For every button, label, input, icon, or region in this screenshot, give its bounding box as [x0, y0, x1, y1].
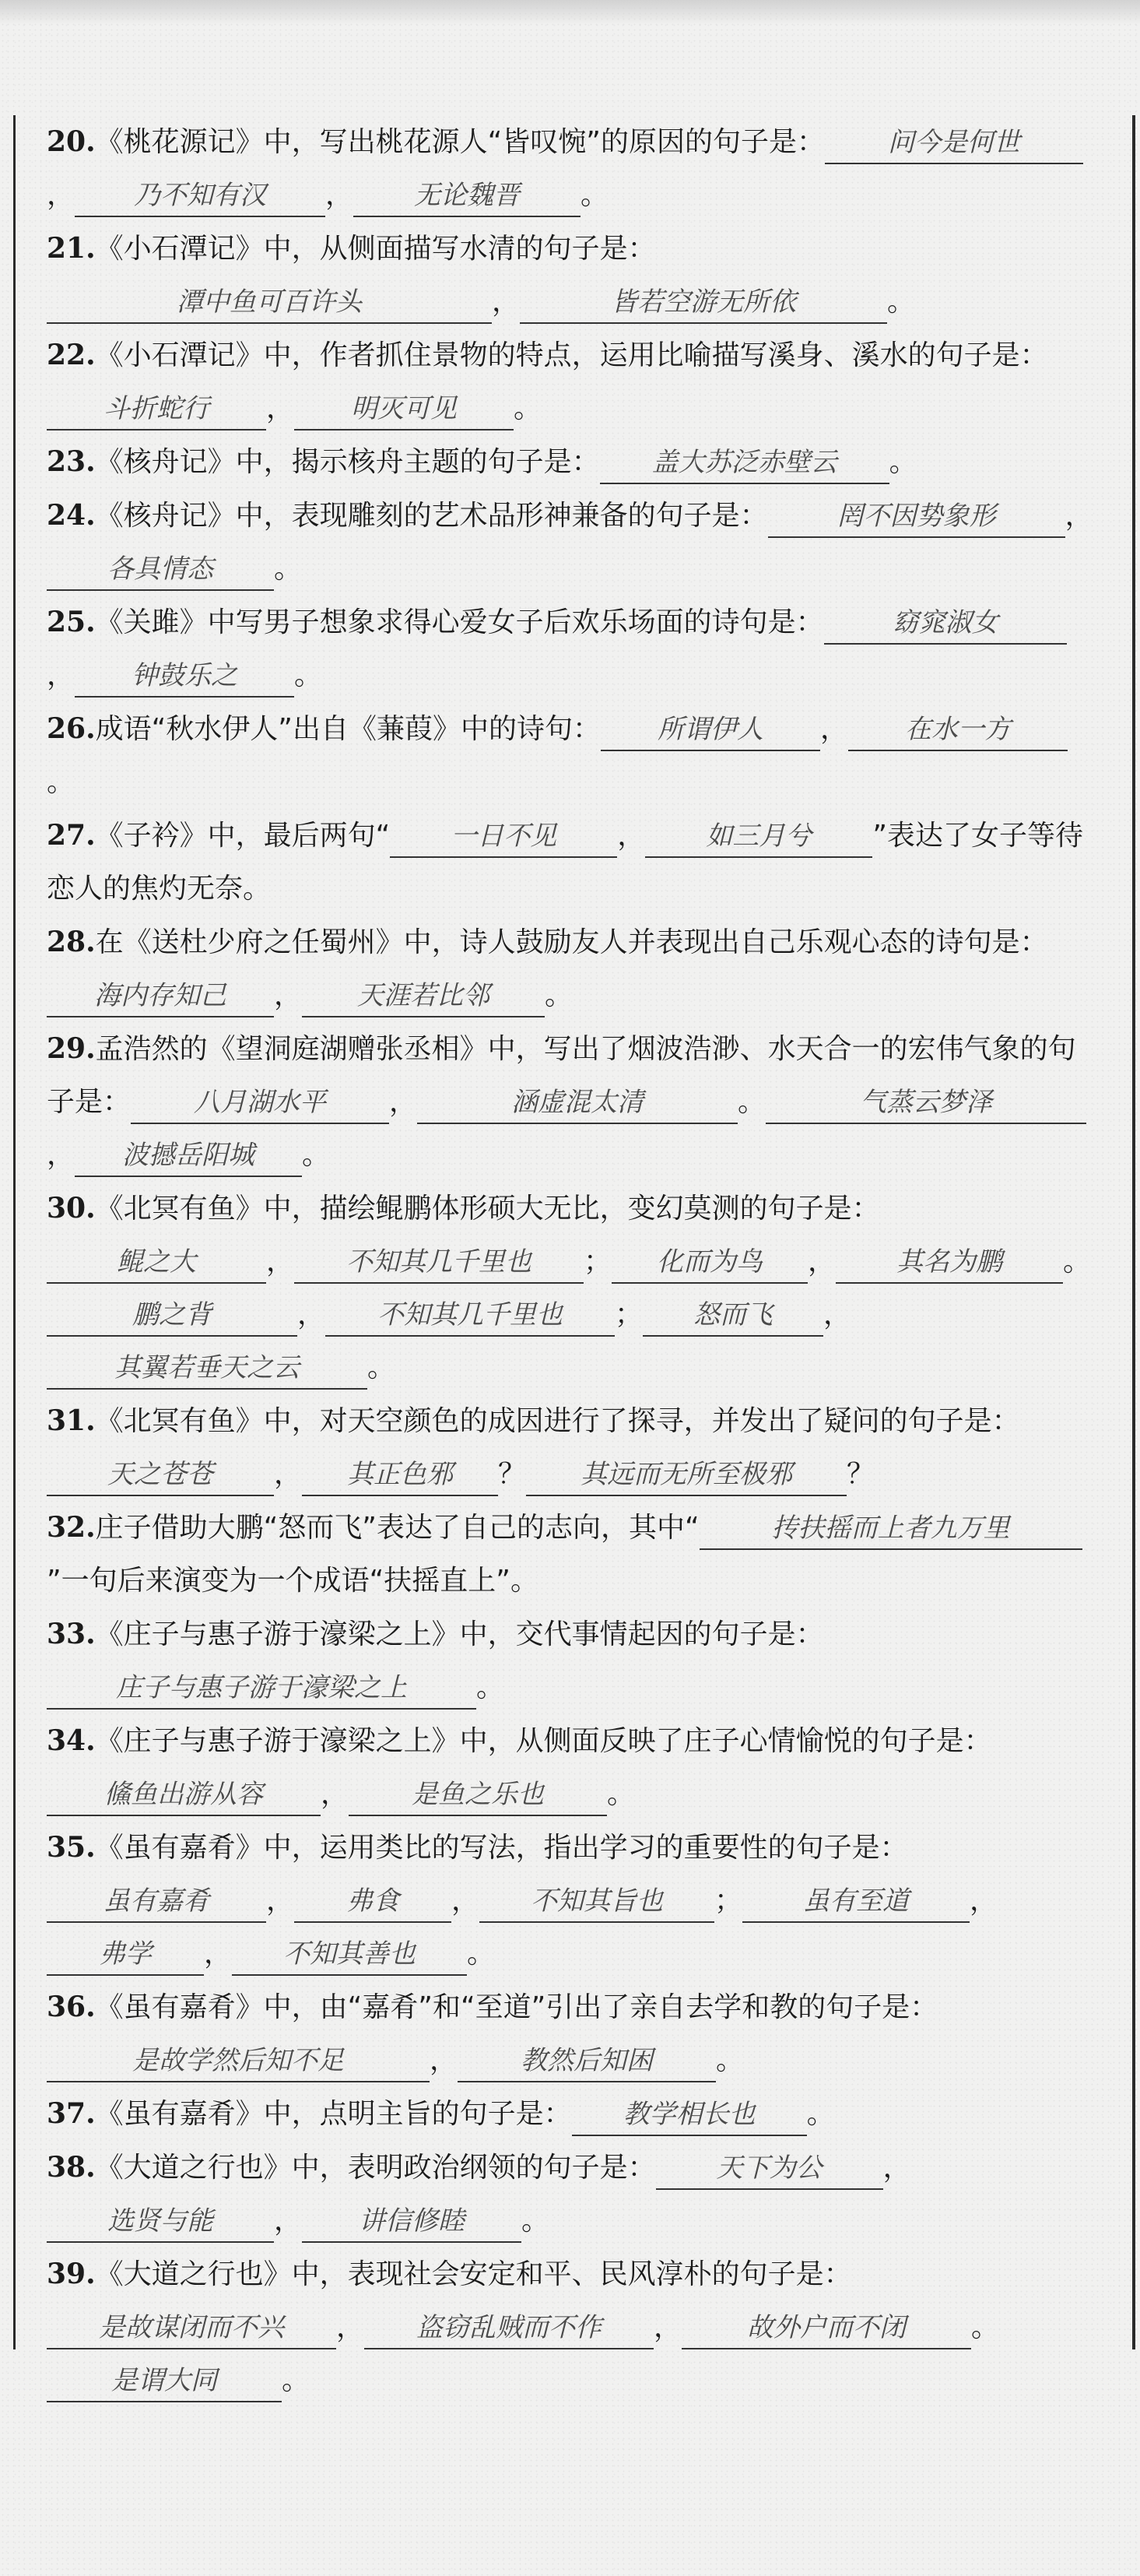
question-number: 34. — [47, 1724, 96, 1757]
question-text: ， — [823, 1299, 852, 1330]
question-text: 。 — [738, 1086, 766, 1118]
question-text: ， — [325, 179, 354, 211]
question-text: ， — [274, 979, 303, 1011]
question-text: 。 — [716, 2044, 745, 2076]
question-text: 《关雎》中写男子想象求得心爱女子后欢乐场面的诗句是： — [95, 606, 824, 638]
question-text: 。 — [887, 286, 916, 318]
answer-blank[interactable]: 其名为鹏 — [836, 1242, 1063, 1284]
question-text: ， — [266, 1885, 295, 1917]
question-number: 36. — [47, 1991, 96, 2023]
question-text: ， — [336, 2311, 365, 2343]
question-text: 《虽有嘉肴》中，点明主旨的句子是： — [95, 2098, 572, 2130]
question-number: 29. — [47, 1032, 96, 1065]
question-item — [47, 1182, 1093, 1394]
answer-blank[interactable]: 明灭可见 — [294, 388, 514, 431]
question-item — [47, 222, 1093, 329]
question-item — [47, 2087, 1093, 2141]
question-text: 。 — [514, 392, 542, 424]
question-text: 庄子借助大鹏“怒而飞”表达了自己的志向，其中“ — [95, 1512, 700, 1544]
answer-blank[interactable]: 不知其旨也 — [479, 1881, 714, 1923]
question-text: ， — [654, 2311, 682, 2343]
scan-shadow — [0, 0, 1140, 25]
question-item — [47, 596, 1093, 702]
question-text: 《虽有嘉肴》中，由“嘉肴”和“至道”引出了亲自去学和教的句子是： — [95, 1991, 938, 2023]
question-item — [47, 2247, 1093, 2407]
answer-blank[interactable]: 鹏之背 — [47, 1295, 297, 1337]
question-text: ， — [266, 1246, 295, 1277]
question-number: 28. — [47, 926, 96, 958]
question-list — [47, 115, 1093, 2407]
question-item — [47, 702, 1093, 809]
question-text: 。 — [521, 2205, 550, 2237]
question-text: 《核舟记》中，揭示核舟主题的句子是： — [95, 446, 600, 478]
question-text: ”表达了女子等待恋人的焦灼无奈。 — [47, 820, 1083, 905]
question-number: 24. — [47, 499, 96, 532]
question-text: 。 — [971, 2311, 1000, 2343]
question-text: 。 — [607, 1778, 636, 1810]
answer-blank[interactable]: 不知其善也 — [232, 1934, 467, 1976]
answer-blank[interactable]: 盗窃乱贼而不作 — [364, 2307, 654, 2349]
question-text: 。 — [282, 2364, 310, 2396]
question-text: 。 — [545, 979, 574, 1011]
answer-blank[interactable]: 抟扶摇而上者九万里 — [700, 1508, 1082, 1550]
question-text: 。 — [476, 1671, 505, 1703]
answer-blank[interactable]: 如三月兮 — [645, 816, 872, 858]
question-number: 26. — [47, 712, 96, 745]
question-number: 31. — [47, 1404, 96, 1437]
question-text: ， — [882, 2152, 911, 2184]
question-text: 。 — [806, 2098, 835, 2130]
question-text: 《庄子与惠子游于濠梁之上》中，从侧面反映了庄子心情愉悦的句子是： — [95, 1725, 992, 1757]
left-margin-rule — [13, 115, 16, 2349]
answer-blank[interactable]: 八月湖水平 — [131, 1082, 389, 1124]
question-text: ， — [492, 286, 521, 318]
question-number: 38. — [47, 2151, 96, 2184]
question-text: ； — [615, 1299, 644, 1330]
answer-blank[interactable]: 其正色邪 — [302, 1454, 498, 1496]
question-text: ； — [584, 1246, 612, 1277]
answer-blank[interactable]: 庄子与惠子游于濠梁之上 — [47, 1668, 476, 1710]
question-item — [47, 809, 1093, 915]
answer-blank[interactable]: 弗学 — [47, 1934, 204, 1976]
answer-blank[interactable]: 斗折蛇行 — [47, 388, 266, 431]
question-number: 23. — [47, 445, 96, 478]
answer-blank[interactable]: 天涯若比邻 — [302, 975, 545, 1017]
question-item — [47, 435, 1093, 489]
question-text: 在《送杜少府之任蜀州》中，诗人鼓励友人并表现出自己乐观心态的诗句是： — [95, 926, 1048, 958]
question-number: 30. — [47, 1192, 96, 1225]
question-text: ， — [808, 1246, 837, 1277]
answer-blank[interactable]: 化而为鸟 — [612, 1242, 808, 1284]
question-text: 。 — [581, 179, 609, 211]
question-text: 《庄子与惠子游于濠梁之上》中，交代事情起因的句子是： — [95, 1618, 824, 1650]
question-number: 27. — [47, 819, 96, 852]
answer-blank[interactable]: 在水一方 — [848, 709, 1068, 751]
question-text: ， — [297, 1299, 326, 1330]
question-text: 《小石潭记》中，从侧面描写水清的句子是： — [95, 233, 656, 265]
answer-blank[interactable]: 其翼若垂天之云 — [47, 1348, 367, 1390]
question-item — [47, 1022, 1093, 1182]
answer-blank[interactable]: 怒而飞 — [643, 1295, 823, 1337]
question-text: ， — [430, 2044, 458, 2076]
question-text: ， — [451, 1885, 480, 1917]
answer-blank[interactable]: 是故学然后知不足 — [47, 2040, 430, 2082]
question-number: 25. — [47, 606, 96, 638]
question-number: 35. — [47, 1831, 96, 1864]
question-text: ， — [274, 2205, 303, 2237]
question-item — [47, 329, 1093, 435]
answer-blank[interactable]: 故外户而不闭 — [682, 2307, 971, 2349]
question-text: ， — [970, 1885, 998, 1917]
question-text: ”一句后来演变为一个成语“扶摇直上”。 — [47, 1565, 538, 1597]
question-text: ； — [714, 1885, 743, 1917]
answer-blank[interactable]: 教然后知困 — [458, 2040, 716, 2082]
right-margin-rule — [1132, 115, 1135, 2349]
question-number: 22. — [47, 339, 96, 371]
question-item — [47, 2141, 1093, 2247]
answer-blank[interactable]: 潭中鱼可百许头 — [47, 282, 492, 324]
answer-blank[interactable]: 皆若空游无所依 — [520, 282, 887, 324]
question-item — [47, 1501, 1093, 1608]
answer-blank[interactable]: 问今是何世 — [825, 122, 1083, 164]
question-text: ？ — [847, 1458, 875, 1490]
question-number: 32. — [47, 1511, 96, 1544]
question-text: 。 — [367, 1351, 396, 1383]
question-number: 20. — [47, 125, 96, 158]
question-text: 孟浩然的《望洞庭湖赠张丞相》中，写出了烟波浩渺、水天合一的宏伟气象的句子是： — [47, 1033, 1076, 1118]
answer-blank[interactable]: 不知其几千里也 — [325, 1295, 615, 1337]
answer-blank[interactable]: 天之苍苍 — [47, 1454, 274, 1496]
question-text: 《北冥有鱼》中，描绘鲲鹏体形硕大无比，变幻莫测的句子是： — [95, 1193, 880, 1225]
question-text: 。 — [274, 553, 303, 585]
question-text: ， — [819, 713, 848, 745]
question-text: 。 — [302, 1139, 331, 1171]
question-text: 《大道之行也》中，表现社会安定和平、民风淳朴的句子是： — [95, 2258, 852, 2290]
question-item — [47, 1821, 1093, 1980]
question-text: 《虽有嘉肴》中，运用类比的写法，指出学习的重要性的句子是： — [95, 1832, 908, 1864]
answer-blank[interactable]: 海内存知己 — [47, 975, 274, 1017]
answer-blank[interactable]: 是谓大同 — [47, 2360, 282, 2402]
question-text: 《北冥有鱼》中，对天空颜色的成因进行了探寻，并发出了疑问的句子是： — [95, 1405, 1020, 1437]
question-text: ， — [47, 179, 75, 211]
question-text: 。 — [47, 766, 75, 798]
question-number: 39. — [47, 2258, 96, 2290]
answer-blank[interactable]: 各具情态 — [47, 549, 274, 591]
question-text: ？ — [498, 1458, 527, 1490]
answer-blank[interactable]: 气蒸云梦泽 — [766, 1082, 1086, 1124]
question-text: 《子衿》中，最后两句“ — [95, 820, 391, 852]
answer-blank[interactable]: 所谓伊人 — [601, 709, 820, 751]
question-text: 。 — [1063, 1246, 1092, 1277]
answer-blank[interactable]: 鯈鱼出游从容 — [47, 1774, 321, 1816]
answer-blank[interactable]: 教学相长也 — [572, 2094, 807, 2136]
answer-blank[interactable]: 弗食 — [294, 1881, 451, 1923]
question-item — [47, 915, 1093, 1022]
question-text: 成语“秋水伊人”出自《蒹葭》中的诗句： — [95, 713, 601, 745]
question-number: 37. — [47, 2097, 96, 2130]
question-text: 《大道之行也》中，表明政治纲领的句子是： — [95, 2152, 656, 2184]
question-text: 《桃花源记》中，写出桃花源人“皆叹惋”的原因的句子是： — [95, 126, 825, 158]
answer-blank[interactable]: 虽有至道 — [742, 1881, 970, 1923]
question-item — [47, 1714, 1093, 1821]
answer-blank[interactable]: 是故谋闭而不兴 — [47, 2307, 336, 2349]
question-text: ， — [1065, 500, 1093, 532]
answer-blank[interactable]: 不知其几千里也 — [294, 1242, 584, 1284]
question-item — [47, 115, 1093, 222]
question-text: ， — [47, 659, 75, 691]
answer-blank[interactable]: 是鱼之乐也 — [349, 1774, 607, 1816]
answer-blank[interactable]: 涵虚混太清 — [417, 1082, 738, 1124]
question-text: ， — [274, 1458, 303, 1490]
answer-blank[interactable]: 虽有嘉肴 — [47, 1881, 266, 1923]
question-item — [47, 1394, 1093, 1501]
question-text: 《核舟记》中，表现雕刻的艺术品形神兼备的句子是： — [95, 500, 768, 532]
answer-blank[interactable]: 罔不因势象形 — [768, 496, 1065, 538]
answer-blank[interactable]: 无论魏晋 — [353, 175, 581, 217]
question-item — [47, 489, 1093, 596]
question-text: ， — [389, 1086, 418, 1118]
question-text: ， — [321, 1778, 349, 1810]
answer-blank[interactable]: 选贤与能 — [47, 2201, 274, 2243]
question-text: 《小石潭记》中，作者抓住景物的特点，运用比喻描写溪身、溪水的句子是： — [95, 339, 1048, 371]
question-item — [47, 1980, 1093, 2087]
question-number: 21. — [47, 232, 96, 265]
question-text: ， — [617, 820, 646, 852]
question-text: 。 — [889, 446, 917, 478]
question-text: ， — [47, 1139, 75, 1171]
answer-blank[interactable]: 乃不知有汉 — [75, 175, 325, 217]
question-text: 。 — [294, 659, 323, 691]
answer-blank[interactable]: 天下为公 — [656, 2148, 883, 2190]
question-item — [47, 1608, 1093, 1714]
answer-blank[interactable]: 窈窕淑女 — [824, 603, 1067, 645]
answer-blank[interactable]: 讲信修睦 — [302, 2201, 521, 2243]
answer-blank[interactable]: 鲲之大 — [47, 1242, 266, 1284]
answer-blank[interactable]: 其远而无所至极邪 — [526, 1454, 847, 1496]
answer-blank[interactable]: 一日不见 — [390, 816, 617, 858]
question-text: 。 — [467, 1938, 496, 1970]
answer-blank[interactable]: 盖大苏泛赤壁云 — [600, 442, 889, 484]
answer-blank[interactable]: 钟鼓乐之 — [75, 655, 294, 698]
question-text: ， — [204, 1938, 233, 1970]
question-number: 33. — [47, 1618, 96, 1650]
answer-blank[interactable]: 波撼岳阳城 — [75, 1135, 302, 1177]
question-text: ， — [266, 392, 295, 424]
